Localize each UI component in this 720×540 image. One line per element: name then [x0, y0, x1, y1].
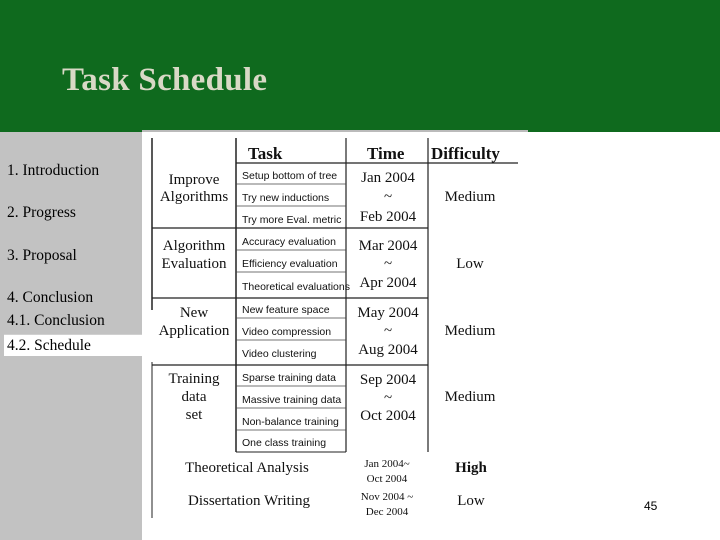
- subtask-item: One class training: [242, 437, 327, 449]
- difficulty-value: Low: [456, 256, 484, 272]
- group-name-line1: Algorithm: [162, 238, 226, 254]
- subtask-item: Video clustering: [242, 348, 317, 360]
- schedule-table-graphic: [148, 132, 528, 522]
- time-start: Mar 2004: [358, 238, 418, 254]
- difficulty-value: Medium: [444, 389, 496, 405]
- difficulty-value: Medium: [444, 189, 496, 205]
- sidebar-item-introduction[interactable]: 1. Introduction: [7, 162, 100, 179]
- subtask-item: Try new inductions: [242, 192, 330, 204]
- time-separator: ~: [383, 256, 393, 272]
- group-name-line3: set: [185, 407, 203, 423]
- sidebar-item-proposal[interactable]: 3. Proposal: [7, 247, 77, 264]
- time-line2: Dec 2004: [365, 506, 409, 518]
- task-theoretical-analysis: Theoretical Analysis: [185, 460, 309, 476]
- time-end: Feb 2004: [359, 209, 417, 225]
- subtask-item: Efficiency evaluation: [242, 258, 338, 270]
- time-end: Oct 2004: [360, 408, 416, 424]
- subtask-item: Try more Eval. metric: [242, 214, 342, 226]
- sidebar-item-schedule[interactable]: 4.2. Schedule: [4, 334, 142, 356]
- difficulty-value: Medium: [444, 323, 496, 339]
- header-time: Time: [367, 144, 405, 163]
- schedule-table: [148, 132, 528, 522]
- difficulty-value: Low: [457, 493, 485, 509]
- time-separator: ~: [383, 390, 393, 406]
- subtask-item: Sparse training data: [242, 372, 336, 384]
- time-end: Aug 2004: [358, 342, 418, 358]
- time-start: Sep 2004: [359, 372, 417, 388]
- time-start: May 2004: [357, 305, 419, 321]
- title-bar: [0, 0, 720, 132]
- header-task: Task: [248, 144, 283, 163]
- time-line1: Nov 2004 ~: [360, 491, 414, 503]
- group-name-line1: New: [179, 305, 209, 321]
- sidebar-item-progress[interactable]: 2. Progress: [7, 204, 76, 221]
- group-name-line2: Application: [158, 323, 230, 339]
- time-line2: Oct 2004: [366, 473, 408, 485]
- page-number: 45: [644, 499, 658, 513]
- time-start: Jan 2004: [361, 170, 415, 186]
- group-name-line1: Training: [168, 371, 220, 387]
- subtask-item: Video compression: [242, 326, 332, 338]
- sidebar-item-conclusion-sub[interactable]: 4.1. Conclusion: [7, 312, 105, 329]
- subtask-item: Theoretical evaluations: [242, 281, 350, 293]
- subtask-item: Non-balance training: [242, 416, 339, 428]
- subtask-item: Setup bottom of tree: [242, 170, 338, 182]
- time-separator: ~: [383, 323, 393, 339]
- time-separator: ~: [383, 189, 393, 205]
- group-name-line2: data: [181, 389, 207, 405]
- task-dissertation-writing: Dissertation Writing: [187, 493, 311, 509]
- group-name-line2: Evaluation: [161, 256, 227, 272]
- subtask-item: Accuracy evaluation: [242, 236, 336, 248]
- difficulty-value: High: [455, 460, 487, 476]
- subtask-item: New feature space: [242, 304, 330, 316]
- time-end: Apr 2004: [359, 275, 417, 291]
- group-name-line2: Algorithms: [159, 189, 229, 205]
- group-name-line1: Improve: [168, 172, 220, 188]
- header-difficulty: Difficulty: [431, 144, 500, 163]
- sidebar-item-conclusion[interactable]: 4. Conclusion: [7, 289, 94, 306]
- time-line1: Jan 2004~: [364, 458, 410, 470]
- subtask-item: Massive training data: [242, 394, 342, 406]
- page-title: Task Schedule: [62, 62, 268, 98]
- sidebar: [0, 132, 142, 540]
